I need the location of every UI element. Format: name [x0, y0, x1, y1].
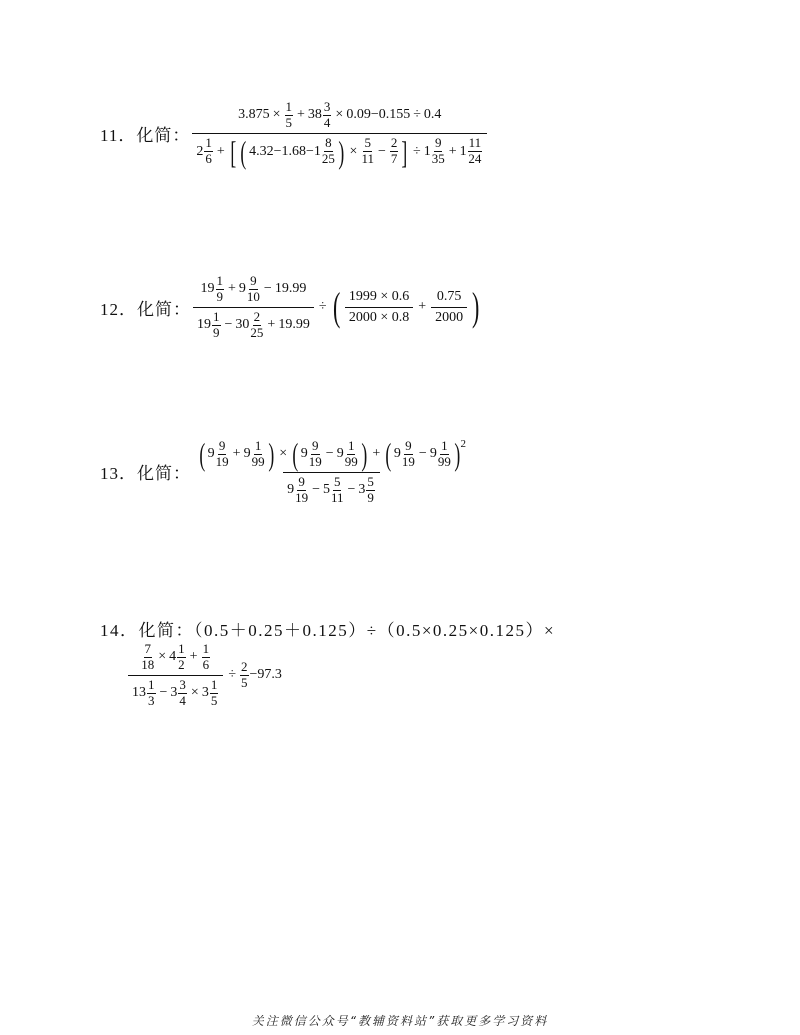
problem-13-expression	[191, 438, 472, 506]
main-fraction	[192, 100, 487, 168]
problem-11	[100, 100, 489, 168]
problem-12-expression: 19 1 9 + 9 $\frac{9}{10}$ − 19.99 19 1 9 − 30 $\frac{2}{25}$ + 19.99 ÷ ( $\frac{1999 \times 0.6}{2000 \times 0.8}$ + $\frac{0.75}{2000}$ )	[191, 274, 482, 341]
footer-note: 关注微信公众号“教辅资料站”获取更多学习资料	[251, 1014, 549, 1028]
problem-14-label: 14．化简：（0.5＋0.25＋0.125）÷（0.5×0.25×0.125）×	[100, 621, 556, 640]
problem-12	[100, 274, 482, 341]
denominator: 2 1 6 + [ ( 4.32−1.68−1 8 25 ) × $\frac{5}{11}$ − $\frac{2}{7}$ ] ÷ 1 $\frac{9}{35}$ + 1 $\frac{11}{24}$	[192, 133, 487, 168]
numerator: 19 1 9 + 9 $\frac{9}{10}$ − 19.99	[200, 273, 307, 304]
numerator: 3.875 × $\frac{1}{5}$ + 38 $\frac{3}{4}$ × 0.09−0.155 ÷ 0.4	[238, 99, 442, 130]
main-fraction	[128, 642, 223, 709]
problem-13	[100, 438, 472, 506]
numerator: $\frac{7}{18}$ × 4 $\frac{1}{2}$ + $\frac{1}{6}$	[141, 641, 210, 672]
problem-13-label: 13．化简：	[100, 464, 191, 484]
main-fraction	[193, 274, 314, 341]
main-fraction	[193, 438, 470, 506]
denominator: 9 9 19 − 5 $\frac{5}{11}$ − 3 $\frac{5}{9}$	[283, 472, 380, 506]
problem-11-expression	[190, 100, 489, 168]
problem-14-expression: $\frac{7}{18}$ × 4 $\frac{1}{2}$ + $\frac{1}{6}$ 13 1 3 − 3 $\frac{3}{4}$ × 3 $\frac{1}{5}$ ÷ $\frac{2}{5}$ −97.3	[126, 642, 282, 709]
denominator: 13 1 3 − 3 $\frac{3}{4}$ × 3 $\frac{1}{5}$	[128, 675, 223, 709]
problem-14	[126, 642, 282, 709]
numerator: ( 9 9 19 + 9 $\frac{1}{99}$ ) × ( 9 9 19 − 9 $\frac{1}{99}$ ) + ( 9 9 19 − 9 $\frac{1}{99}$ ) 2	[199, 436, 466, 472]
problem-11-label: 11．化简：	[100, 126, 191, 146]
denominator: 19 1 9 − 30 $\frac{2}{25}$ + 19.99	[193, 307, 314, 341]
problem-12-label: 12．化简：	[100, 299, 191, 319]
